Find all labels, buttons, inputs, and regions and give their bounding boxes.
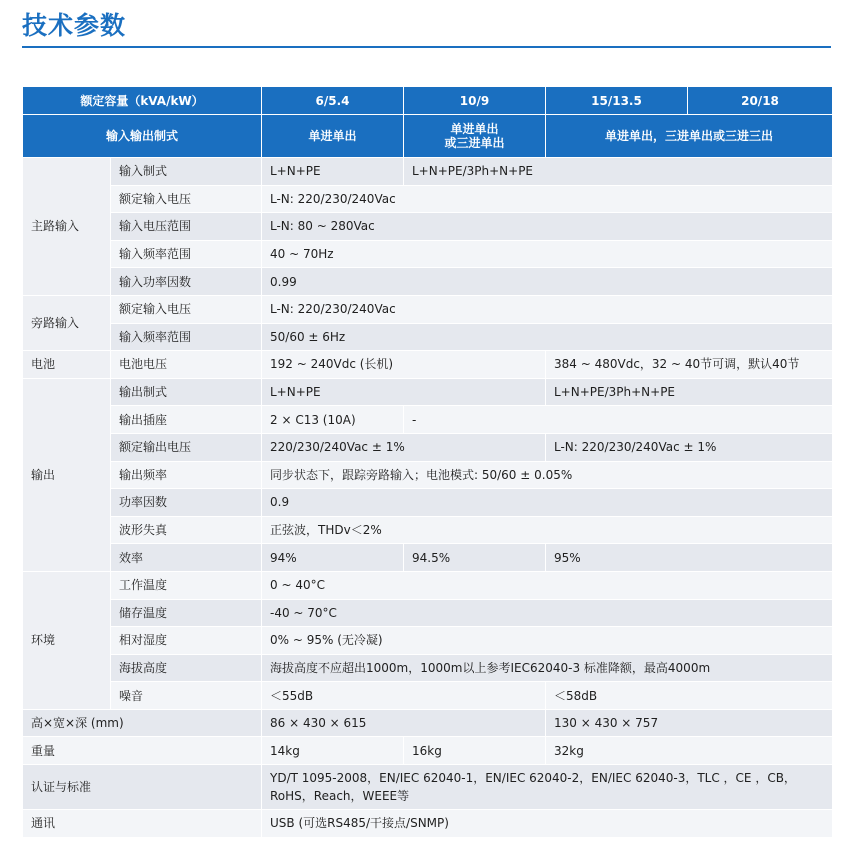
row-label: 电池电压 — [111, 351, 262, 379]
io-value-10 — [404, 115, 546, 158]
row-value: L-N: 220/230/240Vac — [262, 185, 833, 213]
row-label: 输入电压范围 — [111, 213, 262, 241]
model-15: 15/13.5 — [546, 87, 688, 115]
row-value: L-N: 220/230/240Vac ± 1% — [546, 433, 833, 461]
header-row-rating — [23, 87, 833, 115]
table-row — [23, 158, 833, 186]
row-label: 输入频率范围 — [111, 240, 262, 268]
row-value: L-N: 220/230/240Vac — [262, 295, 833, 323]
table-row — [23, 185, 833, 213]
table-row — [23, 213, 833, 241]
cert-line-2: RoHS，Reach，WEEE等 — [270, 789, 410, 804]
table-row — [23, 516, 833, 544]
row-label: 海拔高度 — [111, 654, 262, 682]
table-row — [23, 240, 833, 268]
io-value-10-line2: 或三进单出 — [444, 136, 505, 150]
row-label: 输出制式 — [111, 378, 262, 406]
group-weight: 重量 — [23, 737, 262, 765]
row-label: 输出插座 — [111, 406, 262, 434]
table-row — [23, 571, 833, 599]
table-row — [23, 599, 833, 627]
table-row — [23, 323, 833, 351]
row-value: L+N+PE/3Ph+N+PE — [546, 378, 833, 406]
group-communication: 通讯 — [23, 810, 262, 838]
row-value: 32kg — [546, 737, 833, 765]
row-value: 0% ~ 95% (无冷凝) — [262, 627, 833, 655]
table-row — [23, 268, 833, 296]
group-dimensions: 高×宽×深 (mm) — [23, 709, 262, 737]
row-value: 海拔高度不应超出1000m，1000m以上参考IEC62040-3 标准降额，最高4000m — [262, 654, 833, 682]
row-value: 192 ~ 240Vdc (长机) — [262, 351, 546, 379]
row-value: 130 × 430 × 757 — [546, 709, 833, 737]
model-10: 10/9 — [404, 87, 546, 115]
row-label: 额定输入电压 — [111, 295, 262, 323]
row-value: ＜55dB — [262, 682, 546, 710]
cert-line-1: YD/T 1095-2008，EN/IEC 62040-1，EN/IEC 62040-2，EN/IEC 62040-3，TLC ，CE ，CB， — [270, 771, 796, 786]
page-title: 技术参数 — [22, 11, 127, 40]
io-label: 输入输出制式 — [23, 115, 262, 158]
row-value: 86 × 430 × 615 — [262, 709, 546, 737]
table-row — [23, 406, 833, 434]
row-value: 220/230/240Vac ± 1% — [262, 433, 546, 461]
row-value: 0.99 — [262, 268, 833, 296]
row-label: 额定输出电压 — [111, 433, 262, 461]
row-label: 效率 — [111, 544, 262, 572]
group-output: 输出 — [23, 378, 111, 571]
table-row — [23, 351, 833, 379]
model-20: 20/18 — [688, 87, 833, 115]
row-label: 输入频率范围 — [111, 323, 262, 351]
row-value: - — [404, 406, 833, 434]
row-label: 储存温度 — [111, 599, 262, 627]
table-row — [23, 810, 833, 838]
model-6: 6/5.4 — [262, 87, 404, 115]
row-value: 0 ~ 40°C — [262, 571, 833, 599]
row-value: 正弦波，THDv＜2% — [262, 516, 833, 544]
table-row — [23, 737, 833, 765]
row-label: 噪音 — [111, 682, 262, 710]
row-label: 输入制式 — [111, 158, 262, 186]
io-value-6: 单进单出 — [262, 115, 404, 158]
row-value: 同步状态下，跟踪旁路输入；电池模式: 50/60 ± 0.05% — [262, 461, 833, 489]
row-label: 工作温度 — [111, 571, 262, 599]
row-value: 40 ~ 70Hz — [262, 240, 833, 268]
row-label: 输入功率因数 — [111, 268, 262, 296]
table-row — [23, 544, 833, 572]
group-battery: 电池 — [23, 351, 111, 379]
row-value: ＜58dB — [546, 682, 833, 710]
row-value: 14kg — [262, 737, 404, 765]
header-row-io — [23, 115, 833, 158]
row-value: USB (可选RS485/干接点/SNMP) — [262, 810, 833, 838]
row-value: L+N+PE/3Ph+N+PE — [404, 158, 833, 186]
table-row — [23, 295, 833, 323]
title-divider — [22, 46, 831, 48]
row-label: 波形失真 — [111, 516, 262, 544]
row-value: L+N+PE — [262, 378, 546, 406]
row-value: 384 ~ 480Vdc，32 ~ 40节可调，默认40节 — [546, 351, 833, 379]
table-row — [23, 627, 833, 655]
row-value: 16kg — [404, 737, 546, 765]
row-value — [262, 765, 833, 810]
io-value-15-20: 单进单出，三进单出或三进三出 — [546, 115, 833, 158]
rating-label: 额定容量（kVA/kW） — [23, 87, 262, 115]
row-label: 输出频率 — [111, 461, 262, 489]
table-row — [23, 709, 833, 737]
table-row — [23, 682, 833, 710]
table-row — [23, 654, 833, 682]
row-label: 额定输入电压 — [111, 185, 262, 213]
row-label: 功率因数 — [111, 489, 262, 517]
io-value-10-line1: 单进单出 — [450, 122, 499, 136]
row-value: -40 ~ 70°C — [262, 599, 833, 627]
row-value: L-N: 80 ~ 280Vac — [262, 213, 833, 241]
group-main-input: 主路输入 — [23, 158, 111, 296]
group-certification: 认证与标准 — [23, 765, 262, 810]
table-row — [23, 378, 833, 406]
spec-table — [22, 86, 833, 838]
row-value: 50/60 ± 6Hz — [262, 323, 833, 351]
row-value: 94.5% — [404, 544, 546, 572]
table-row — [23, 461, 833, 489]
group-environment: 环境 — [23, 571, 111, 709]
table-row — [23, 765, 833, 810]
group-bypass-input: 旁路输入 — [23, 295, 111, 350]
row-value: L+N+PE — [262, 158, 404, 186]
row-value: 0.9 — [262, 489, 833, 517]
row-label: 相对湿度 — [111, 627, 262, 655]
row-value: 2 × C13 (10A) — [262, 406, 404, 434]
table-row — [23, 489, 833, 517]
table-row — [23, 433, 833, 461]
row-value: 94% — [262, 544, 404, 572]
row-value: 95% — [546, 544, 833, 572]
